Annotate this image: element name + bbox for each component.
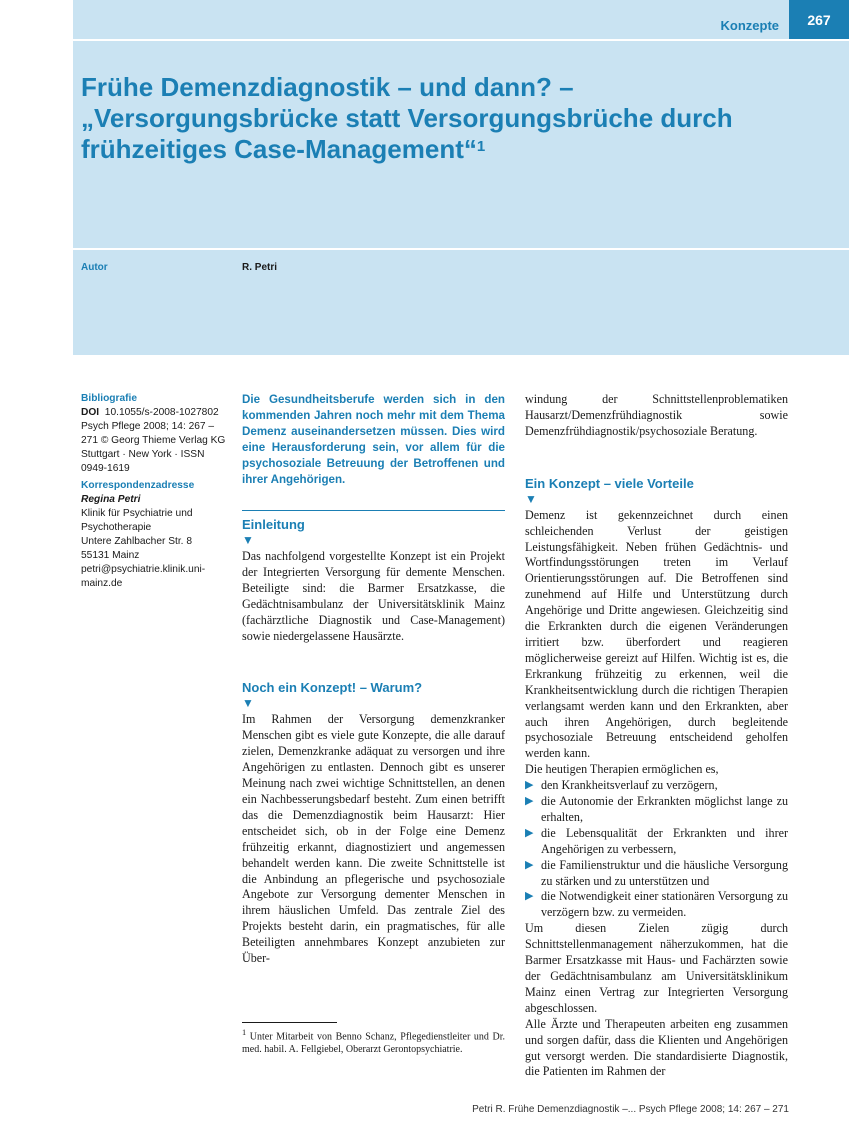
triangle-down-icon: ▼ (242, 533, 254, 547)
list-item (525, 794, 788, 826)
footnote (242, 1026, 505, 1056)
triangle-right-icon: ▶ (525, 795, 534, 808)
triangle-right-icon: ▶ (525, 858, 534, 871)
why-continued-text: windung der Schnittstellenproblematiken Hausarzt/Demenzfrühdiagnostik sowie Demenzfrühdiagnostik/psychosoziale Beratung. (525, 392, 788, 438)
concept-text: Demenz ist gekennzeichnet durch einen schleichenden Verlust der geistigen Leistungsfähigkeit. Neben frühen Gedächtnis- und Wortfindungsstörungen treten im Verlauf Orientierungsstörungen auf. Die Betroffenen sind zunehmend auf Hilfe und Unterstützung durch Angehörige und Dritte angewiesen. Gleichzeitig sind die Erkrankten durch die eigenen Veränderungen irritiert bzw. überfordert und reagieren möglicherweise gereizt auf Hilfen. Wichtig ist es, die Erkrankung frühzeitig zu erkennen, weil die Krankheitsentwicklung durch die richtigen Therapien verlangsamt werden kann und den Erkrankten, aber auch ihren Angehörigen, durch begleitende psychosoziale Betreuung entscheidend geholfen werden kann. (525, 507, 788, 761)
list-item-text: die Notwendigkeit einer stationären Versorgung zu verzögern bzw. zu vermeiden. (541, 889, 788, 920)
page-footer: Petri R. Frühe Demenzdiagnostik –... Psych Pflege 2008; 14: 267 – 271 (472, 1104, 789, 1115)
address-line: Klinik für Psychiatrie und (81, 508, 193, 520)
footnote-divider (242, 1022, 337, 1023)
intro-heading: Einleitung (242, 517, 305, 532)
author-name: R. Petri (242, 262, 278, 273)
author-band (73, 250, 849, 355)
section-divider (242, 510, 505, 511)
correspondent-name: Regina Petri (81, 494, 141, 506)
footnote-text: Unter Mitarbeit von Benno Schanz, Pflegedienstleiter und Dr. med. habil. A. Fellgiebel, Oberarzt Gerontopsychiatrie. (242, 1031, 505, 1056)
triangle-down-icon: ▼ (525, 491, 537, 506)
address-line: Untere Zahlbacher Str. 8 (81, 536, 192, 548)
doi-line (81, 406, 231, 420)
article-title (81, 72, 821, 165)
triangle-right-icon: ▶ (525, 779, 534, 792)
intro-text: Das nachfolgend vorgestellte Konzept ist ein Projekt der Integrierten Versorgung für demente Menschen. Beteiligte sind: die Barmer Ersatzkasse, die Gedächtnisambulanz der Universitätsklinik Mainz (fachärztliche Diagnostik und Case-Management) sowie niedergelassene Hausärzte. (242, 549, 505, 643)
email-line[interactable]: mainz.de (81, 577, 123, 589)
section-label: Konzepte (720, 18, 779, 33)
goals-text: Um diesen Zielen zügig durch Schnittstellenmanagement näherzukommen, hat die Barmer Ersatzkasse mit Haus- und Fachärzten sowie der Gedächtnisambulanz am Universitätsklinikum Mainz einen Vertrag zur Integrierten Versorgung abgeschlossen. (525, 921, 788, 1015)
address-line: Psychotherapie (81, 522, 152, 534)
therapies-intro: Die heutigen Therapien ermöglichen es, (525, 762, 719, 777)
list-item (525, 826, 788, 858)
correspondence-heading: Korrespondenzadresse (81, 480, 195, 492)
footnote-mark: 1 (242, 1028, 247, 1037)
address-line: 55131 Mainz (81, 549, 140, 561)
column-right (525, 392, 788, 1080)
title-footnote-mark: 1 (476, 138, 486, 155)
triangle-right-icon: ▶ (525, 826, 534, 839)
citation: Psych Pflege 2008; 14: 267 – 271 © Georg Thieme Verlag KG Stuttgart · New York · ISSN 0949-1619 (81, 420, 226, 474)
list-item (525, 889, 788, 921)
concept-heading: Ein Konzept – viele Vorteile (525, 475, 694, 491)
therapy-list (525, 778, 788, 921)
triangle-right-icon: ▶ (525, 890, 534, 903)
title-text: Frühe Demenzdiagnostik – und dann? – „Versorgungsbrücke statt Versorgungsbrüche durch frühzeitiges Case-Management“ (81, 72, 733, 164)
column-middle (242, 392, 505, 967)
team-text: Alle Ärzte und Therapeuten arbeiten eng zusammen und sorgen dafür, dass die Klienten und Angehörigen gut versorgt werden. Die standardisierte Diagnostik, die Patienten im Rahmen der (525, 1016, 788, 1079)
list-item-text: die Lebensqualität der Erkrankten und ihrer Angehörigen zu verbessern, (541, 825, 788, 856)
list-item-text: den Krankheitsverlauf zu verzögern, (541, 778, 718, 793)
triangle-down-icon: ▼ (242, 696, 254, 711)
abstract: Die Gesundheitsberufe werden sich in den kommenden Jahren noch mehr mit dem Thema Demenz auseinandersetzen müssen. Dies wird eine Herausforderung sein, vor allem für die psychosoziale Betreuung der Betroffenen und ihrer Angehörigen. (242, 393, 505, 486)
email-line[interactable]: petri@psychiatrie.klinik.uni- (81, 563, 206, 575)
doi-value: 10.1055/s-2008-1027802 (104, 406, 219, 418)
author-label: Autor (81, 262, 108, 273)
why-text: Im Rahmen der Versorgung demenzkranker Menschen gibt es viele gute Konzepte, die alle darauf zielen, Demenzkranke adäquat zu versorgen und ihre Angehörigen zu entlasten. Dennoch gibt es unserer Meinung nach zwei wichtige Schnittstellen, an denen ein Nachbesserungsbedarf besteht. Zum einen betrifft das die Demenzdiagnostik beim Hausarzt: Hier entscheidet sich, ob in der Folge eine Demenz frühzeitig erkannt, diagnostiziert und angemessen behandelt werden kann. Die zweite Schnittstelle ist die Anbindung an pflegerische und psychosoziale Angebote zur Versorgung dementer Menschen in ihrem häuslichen Umfeld. Das zentrale Ziel des Projekts besteht darin, ein pragmatisches, für alle Beteiligten annehmbares Konzept anzubieten zur Über- (242, 712, 505, 966)
list-item-text: die Autonomie der Erkrankten möglichst lange zu erhalten, (541, 794, 788, 824)
list-item-text: die Familienstruktur und die häusliche Versorgung zu stärken und zu unterstützen und (541, 857, 788, 888)
why-heading: Noch ein Konzept! – Warum? (242, 680, 423, 696)
page-number: 267 (789, 0, 849, 39)
list-item (525, 778, 788, 794)
list-item (525, 858, 788, 890)
sidebar (81, 392, 231, 591)
bibliography-heading: Bibliografie (81, 393, 138, 404)
doi-label: DOI (81, 406, 100, 418)
